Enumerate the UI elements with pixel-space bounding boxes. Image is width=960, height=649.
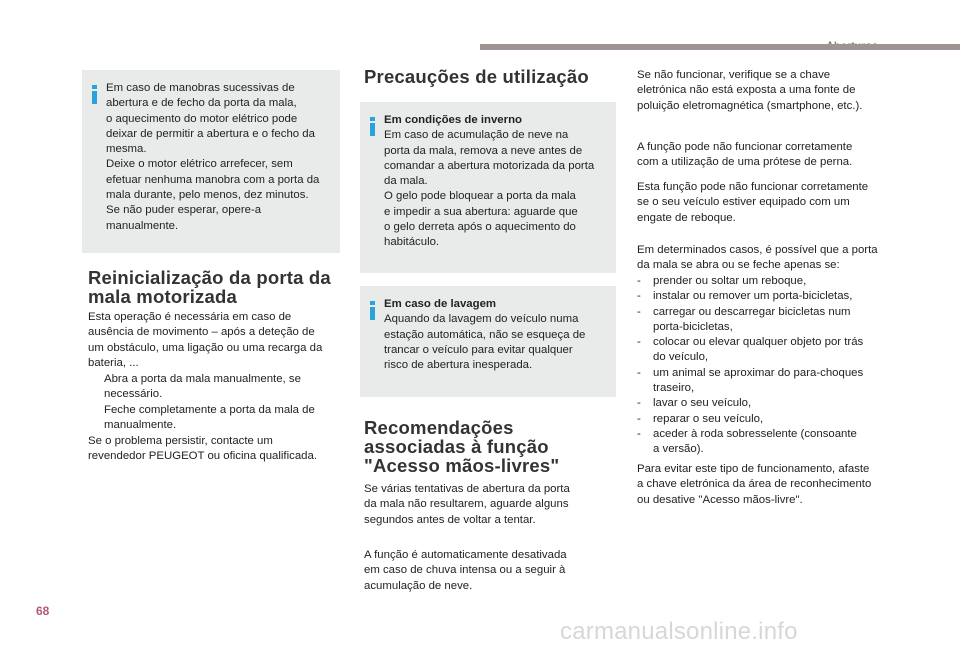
text-line: Para evitar este tipo de funcionamento, afaste <box>637 463 870 475</box>
list-item-line: aceder à roda sobresselente (consoante <box>653 427 857 440</box>
handsfree-paragraph-1 <box>364 482 614 528</box>
info-note-winter <box>360 102 616 273</box>
text-line: bateria, ... <box>88 356 139 369</box>
text-line: O gelo pode bloquear a porta da mala <box>384 190 576 203</box>
text-line: comandar a abertura motorizada da porta <box>384 159 595 172</box>
list-item <box>637 305 897 336</box>
text-line: com a utilização de uma prótese de perna. <box>637 156 853 169</box>
list-item <box>637 412 897 427</box>
list-item <box>637 274 897 289</box>
text-line: risco de abertura inesperada. <box>384 359 533 372</box>
col3-paragraph-1 <box>637 68 897 114</box>
col3-conditions-list <box>637 274 897 458</box>
text-line: A função é automaticamente desativada <box>364 549 567 561</box>
text-line: engate de reboque. <box>637 211 736 224</box>
text-line: Se várias tentativas de abertura da porta <box>364 483 570 495</box>
list-item-line: traseiro, <box>653 382 695 395</box>
text-line: Aquando da lavagem do veículo numa <box>384 313 579 326</box>
list-marker: - <box>637 336 641 349</box>
col3-intro-paragraph <box>637 243 897 274</box>
text-line: Em caso de manobras sucessivas de <box>106 82 295 94</box>
text-line: em caso de chuva intensa ou a seguir à <box>364 564 566 577</box>
text-line: trancar o veículo para evitar qualquer <box>384 343 573 356</box>
list-item-line: a versão). <box>653 443 704 456</box>
text-line: acumulação de neve. <box>364 579 473 592</box>
list-marker: - <box>637 366 641 379</box>
list-item <box>88 372 348 403</box>
text-line: associadas à função <box>364 436 549 457</box>
watermark-logo: carmanualsonline.info <box>560 618 798 645</box>
list-marker: - <box>637 412 641 425</box>
section-heading-handsfree <box>364 418 624 475</box>
handsfree-paragraph-2 <box>364 548 614 594</box>
section-heading-reset <box>88 268 348 306</box>
section-heading-precautions: Precauções de utilização <box>364 66 589 87</box>
text-line: ou desative "Acesso mãos-livre". <box>637 493 803 506</box>
list-item-line: carregar ou descarregar bicicletas num <box>653 305 851 318</box>
text-line: poluição eletromagnética (smartphone, etc.). <box>637 99 863 112</box>
text-line: ausência de movimento – após a deteção de <box>88 326 315 339</box>
text-line: deixar de permitir a abertura e o fecho da <box>106 127 315 140</box>
list-item-line: necessário. <box>104 388 163 401</box>
note-text <box>384 297 610 373</box>
text-line: revendedor PEUGEOT ou oficina qualificada. <box>88 450 317 463</box>
text-line: se o seu veículo estiver equipado com um <box>637 196 850 209</box>
text-line: mesma. <box>106 143 147 156</box>
info-note-motor <box>82 70 340 253</box>
list-item-line: do veículo, <box>653 351 709 364</box>
note-title: Em condições de inverno <box>384 114 522 126</box>
text-line: "Acesso mãos-livres" <box>364 455 560 476</box>
header-bar <box>480 44 960 50</box>
text-line: Recomendações <box>364 417 514 438</box>
list-item-line: manualmente. <box>104 418 177 431</box>
text-line: Se não puder esperar, opere-a <box>106 204 262 217</box>
list-item <box>637 396 897 411</box>
text-line: segundos antes de voltar a tentar. <box>364 513 536 526</box>
note-text <box>106 81 334 234</box>
list-item <box>637 366 897 397</box>
text-line: Reinicialização da porta da <box>88 267 331 288</box>
text-line: efetuar nenhuma manobra com a porta da <box>106 173 320 186</box>
note-title: Em caso de lavagem <box>384 298 497 310</box>
list-item-line: porta-bicicletas, <box>653 320 733 333</box>
list-item <box>637 335 897 366</box>
page-number: 68 <box>36 604 50 618</box>
list-item-line: instalar ou remover um porta-bicicletas, <box>653 290 853 303</box>
list-marker: - <box>637 290 641 303</box>
text-line: habitáculo. <box>384 236 440 249</box>
text-line: da mala não resultarem, aguarde alguns <box>364 498 569 511</box>
text-line: Esta função pode não funcionar corretamente <box>637 181 869 193</box>
info-icon <box>368 301 378 321</box>
text-line: Se o problema persistir, contacte um <box>88 435 273 447</box>
text-line: manualmente. <box>106 219 179 232</box>
note-body <box>384 128 610 250</box>
info-icon <box>368 117 378 137</box>
list-item-line: lavar o seu veículo, <box>653 397 752 410</box>
col3-outro-paragraph <box>637 462 897 508</box>
text-line: da mala. <box>384 175 428 188</box>
text-line: o gelo derreta após o aquecimento do <box>384 221 576 234</box>
text-line: porta da mala, remova a neve antes de <box>384 144 583 157</box>
text-line: abertura e de fecho da porta da mala, <box>106 97 297 110</box>
list-item <box>637 289 897 304</box>
reset-outro-paragraph <box>88 434 348 465</box>
info-note-wash <box>360 286 616 397</box>
col3-paragraph-3 <box>637 180 897 226</box>
list-marker: - <box>637 305 641 318</box>
reset-steps-list <box>88 372 348 433</box>
info-icon <box>90 85 100 105</box>
text-line: Esta operação é necessária em caso de <box>88 311 292 323</box>
note-body <box>384 312 610 373</box>
list-item-line: Abra a porta da mala manualmente, se <box>104 373 301 385</box>
text-line: da mala se abra ou se feche apenas se: <box>637 259 840 272</box>
list-marker: - <box>637 427 641 440</box>
text-line: estação automática, não se esqueça de <box>384 328 586 341</box>
text-line: a chave eletrónica da área de reconhecimento <box>637 478 872 491</box>
text-line: Em caso de acumulação de neve na <box>384 129 569 142</box>
text-line: Em determinados casos, é possível que a porta <box>637 244 878 256</box>
text-line: A função pode não funcionar corretamente <box>637 141 853 153</box>
list-item <box>637 427 897 458</box>
list-item <box>88 403 348 434</box>
list-item-line: um animal se aproximar do para-choques <box>653 366 864 379</box>
list-item-line: reparar o seu veículo, <box>653 412 764 425</box>
text-line: mala durante, pelo menos, dez minutos. <box>106 189 309 202</box>
list-item-line: prender ou soltar um reboque, <box>653 275 807 287</box>
text-line: e impedir a sua abertura: aguarde que <box>384 205 578 218</box>
list-item-line: Feche completamente a porta da mala de <box>104 403 315 416</box>
list-item-line: colocar ou elevar qualquer objeto por trás <box>653 336 864 349</box>
text-line: Deixe o motor elétrico arrefecer, sem <box>106 158 293 171</box>
col3-paragraph-2 <box>637 140 897 171</box>
note-text <box>384 113 610 251</box>
reset-intro-paragraph <box>88 310 348 371</box>
text-line: mala motorizada <box>88 286 237 307</box>
list-marker: - <box>637 397 641 410</box>
text-line: eletrónica não está exposta a uma fonte de <box>637 84 856 97</box>
text-line: Se não funcionar, verifique se a chave <box>637 69 831 81</box>
text-line: um obstáculo, uma ligação ou uma recarga da <box>88 341 323 354</box>
list-marker: - <box>637 275 641 287</box>
text-line: o aquecimento do motor elétrico pode <box>106 112 298 125</box>
